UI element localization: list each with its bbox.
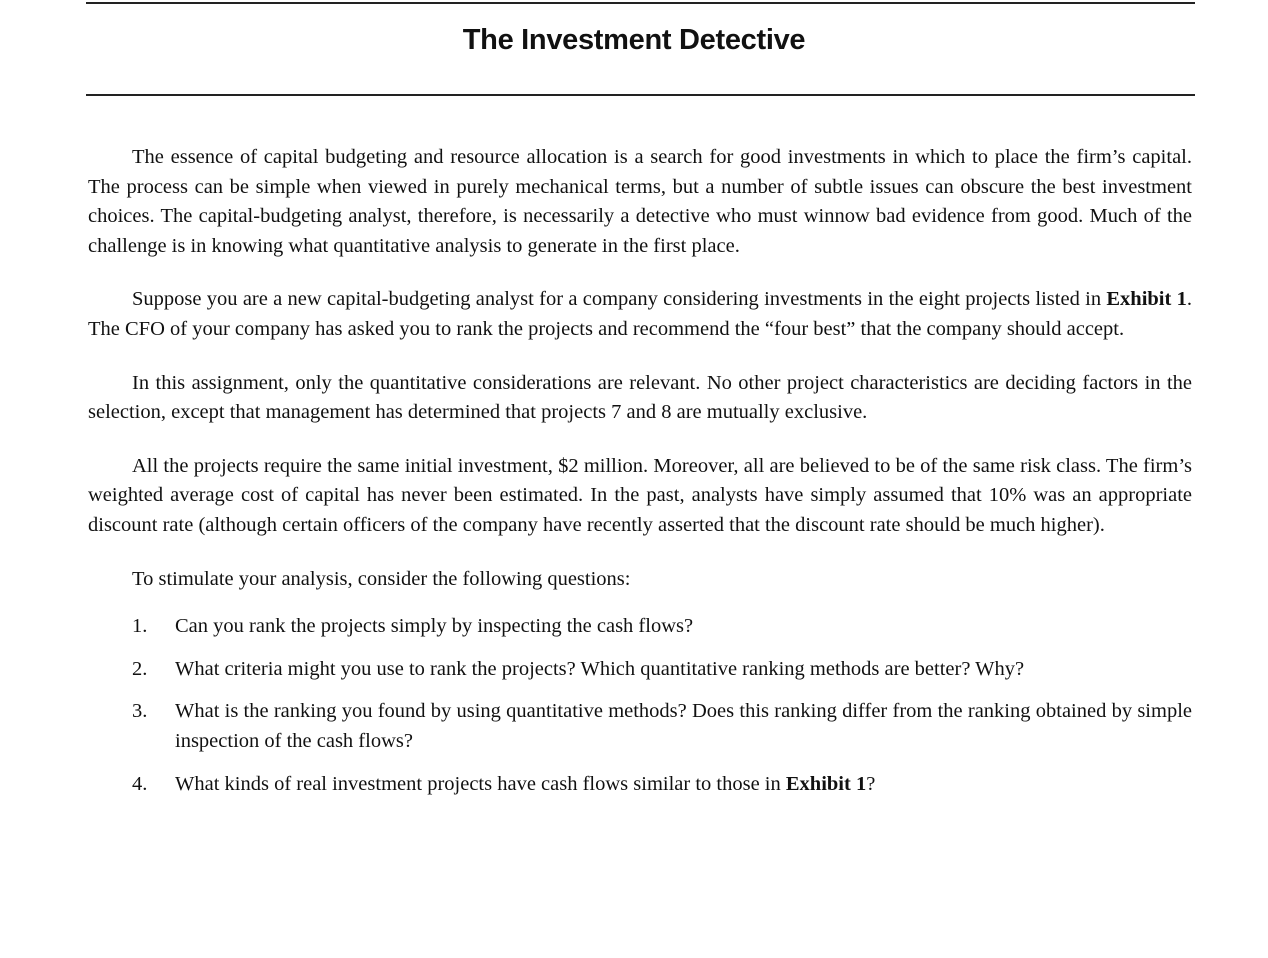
title-underline-rule — [86, 94, 1195, 96]
paragraph-intro: The essence of capital budgeting and resource allocation is a search for good investments in which to place the firm’s capital. The process can be simple when viewed in purely mechanical terms, but a number of subtle issues can obscure the best investment choices. The capital-budgeting analyst, therefore, is necessarily a detective who must winnow bad evidence from good. Much of the challenge is in knowing what quantitative analysis to generate in the first place. — [88, 146, 1192, 257]
list-text: What criteria might you use to rank the projects? Which quantitative ranking methods are better? Why? — [175, 657, 1025, 680]
list-text: What kinds of real investment projects have cash flows similar to those in — [175, 772, 786, 795]
paragraph-investment: All the projects require the same initial investment, $2 million. Moreover, all are believed to be of the same risk class. The firm’s weighted average cost of capital has never been estimated. In the past, analysts have simply assumed that 10% was an appropriate discount rate (although certain officers of the company have recently asserted that the discount rate should be much higher). — [88, 454, 1192, 536]
exhibit-reference: Exhibit 1 — [785, 772, 867, 795]
list-text: ? — [866, 772, 876, 795]
document-body — [88, 143, 1192, 812]
list-item — [88, 655, 1192, 685]
paragraph-questions-intro: To stimulate your analysis, consider the following questions: — [132, 567, 631, 590]
list-number: 3. — [132, 700, 148, 723]
list-number: 4. — [132, 772, 148, 795]
document-title: The Investment Detective — [462, 24, 806, 56]
list-text: What is the ranking you found by using quantitative methods? Does this ranking differ from the ranking obtained by simple inspection of the cash flows? — [175, 700, 1192, 752]
list-text: Can you rank the projects simply by inspecting the cash flows? — [175, 615, 694, 638]
list-item — [88, 770, 1192, 800]
list-number: 1. — [132, 615, 148, 638]
list-number: 2. — [132, 657, 148, 680]
questions-list — [88, 612, 1192, 799]
text: . The CFO of your company has asked you to rank the projects and recommend the “four best” that the company should accept. — [88, 288, 1192, 340]
text: Suppose you are a new capital-budgeting analyst for a company considering investments in the eight projects listed in — [132, 288, 1107, 311]
list-item — [88, 612, 1192, 642]
top-rule — [86, 2, 1195, 4]
list-item — [88, 697, 1192, 756]
exhibit-reference: Exhibit 1 — [1106, 288, 1187, 311]
paragraph-task — [88, 285, 1192, 344]
paragraph-constraints: In this assignment, only the quantitative considerations are relevant. No other project characteristics are deciding factors in the selection, except that management has determined that projects 7 and 8 are mutually exclusive. — [88, 371, 1192, 424]
